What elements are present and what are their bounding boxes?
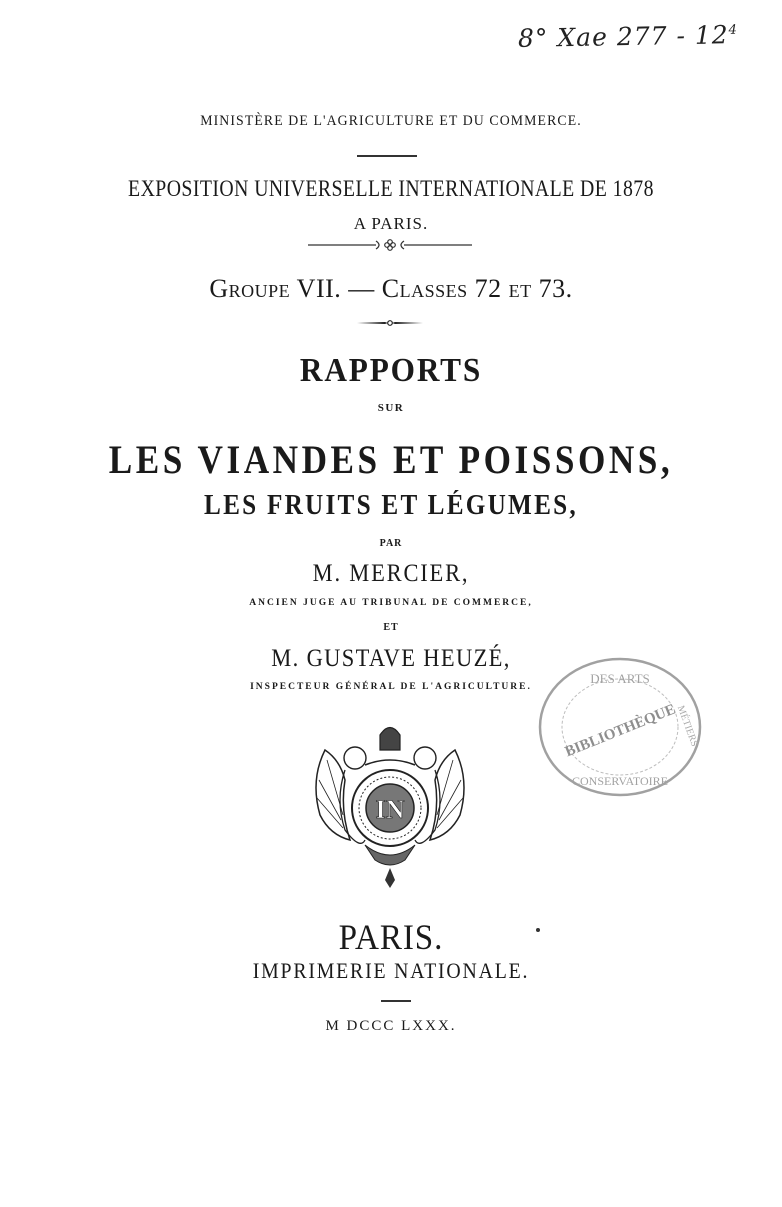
authors-par: PAR xyxy=(379,538,403,549)
report-heading: RAPPORTS xyxy=(299,352,483,389)
exposition-location: A PARIS. xyxy=(353,214,429,233)
authors-et: ET xyxy=(383,622,399,633)
report-sur: SUR xyxy=(377,402,405,414)
svg-text:MÉTIERS: MÉTIERS xyxy=(674,704,700,749)
library-stamp-icon xyxy=(535,655,705,800)
class-number-2: 73. xyxy=(531,274,573,303)
svg-text:IN: IN xyxy=(375,795,405,824)
report-title-line-2: LES FRUITS ET LÉGUMES, xyxy=(204,490,578,521)
svg-text:BIBLIOTHÈQUE: BIBLIOTHÈQUE xyxy=(562,701,678,761)
imprimerie-nationale-emblem-icon xyxy=(305,720,475,892)
classes-smallcaps: LASSES xyxy=(399,281,468,301)
author-1-title: ANCIEN JUGE AU TRIBUNAL DE COMMERCE, xyxy=(249,598,533,608)
author-2-title: INSPECTEUR GÉNÉRAL DE L'AGRICULTURE. xyxy=(250,682,532,692)
shelfmark-annotation xyxy=(518,20,738,53)
classes-initial: C xyxy=(381,274,400,303)
small-ornament-icon xyxy=(355,318,425,328)
imprint-printer: IMPRIMERIE NATIONALE. xyxy=(252,958,530,983)
svg-text:DES ARTS: DES ARTS xyxy=(590,671,650,686)
groupe-smallcaps: ROUPE xyxy=(228,281,291,301)
group-classes-line xyxy=(0,274,782,304)
author-1-name: M. MERCIER, xyxy=(312,560,470,587)
stray-dot xyxy=(536,928,540,932)
imprint-divider-rule xyxy=(381,1000,411,1002)
shelfmark-superscript: 4 xyxy=(728,22,738,38)
classes-et: ET xyxy=(508,281,532,301)
svg-text:CONSERVATOIRE: CONSERVATOIRE xyxy=(572,774,668,788)
ornamental-divider-icon xyxy=(300,238,480,252)
exposition-title: EXPOSITION UNIVERSELLE INTERNATIONALE DE 1878 xyxy=(128,176,654,201)
groupe-initial: G xyxy=(209,274,229,303)
imprint-city: PARIS. xyxy=(338,917,444,957)
author-2-name: M. GUSTAVE HEUZÉ, xyxy=(271,645,511,672)
report-title-line-1: LES VIANDES ET POISSONS, xyxy=(108,437,674,482)
groupe-number: VII. — xyxy=(290,274,382,303)
imprint-year: M DCCC LXXX. xyxy=(325,1018,457,1034)
divider-rule xyxy=(357,155,417,157)
ministry-line: MINISTÈRE DE L'AGRICULTURE ET DU COMMERCE. xyxy=(200,113,582,129)
shelfmark-text: 8° Xae 277 - 12 xyxy=(517,20,729,53)
class-number-1: 72 xyxy=(467,274,509,303)
